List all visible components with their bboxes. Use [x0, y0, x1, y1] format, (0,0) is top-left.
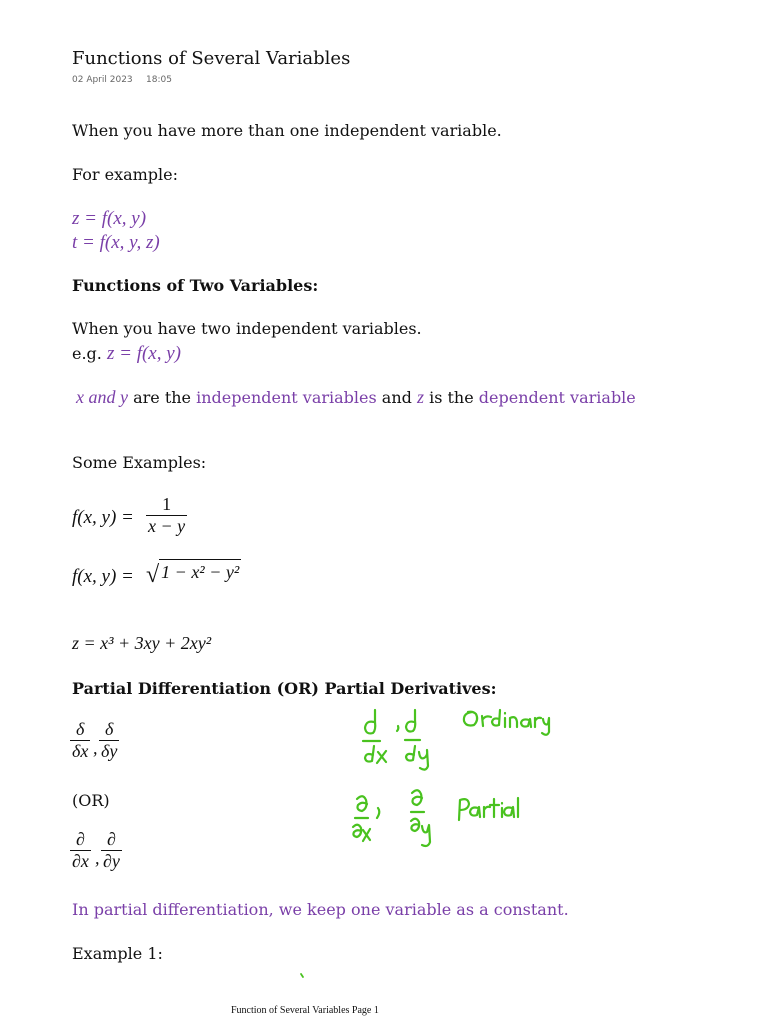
delta-comma: ,: [93, 738, 98, 758]
example1-numerator: 1: [162, 494, 172, 514]
section-heading-two-variables: Functions of Two Variables:: [72, 276, 319, 295]
example1-lhs: f(x, y) =: [72, 507, 134, 528]
handwritten-d-dx: [363, 710, 398, 763]
two-vars-line: When you have two independent variables.: [72, 319, 422, 338]
partial-x-numerator: ∂: [75, 829, 85, 849]
page-footer: Function of Several Variables Page 1: [231, 1005, 379, 1016]
handwritten-d-dy: [405, 710, 428, 770]
page-title: Functions of Several Variables: [72, 48, 351, 69]
partial-note: In partial differentiation, we keep one variable as a constant.: [72, 900, 569, 919]
handwritten-partial-dx: [353, 796, 379, 841]
page-date: 02 April 2023: [72, 75, 133, 85]
desc-z: z: [416, 387, 424, 407]
section-heading-partial: Partial Differentiation (OR) Partial Derivatives:: [72, 679, 497, 698]
desc-independent: independent variables: [196, 388, 377, 407]
handwritten-partial: [459, 798, 518, 820]
or-label: (OR): [72, 791, 110, 810]
example2-radicand: 1 − x² − y²: [159, 559, 241, 582]
example2-lhs: f(x, y) =: [72, 566, 134, 587]
desc-are-the: are the: [127, 388, 197, 407]
equation-t: t = f(x, y, z): [72, 232, 160, 253]
delta-x-numerator: δ: [75, 719, 85, 739]
desc-and: and: [376, 388, 417, 407]
handwritten-stray-mark: [301, 974, 303, 977]
equation-z: z = f(x, y): [72, 208, 147, 229]
delta-y-numerator: δ: [104, 719, 114, 739]
delta-y-denominator: δy: [101, 741, 118, 761]
handwritten-partial-dy: [411, 790, 430, 846]
examples-label: Some Examples:: [72, 453, 207, 472]
intro-line: When you have more than one independent variable.: [72, 121, 502, 140]
partial-comma: ,: [95, 848, 100, 868]
desc-is-the: is the: [424, 388, 479, 407]
desc-vars: x and y: [76, 387, 128, 407]
handwritten-ordinary: [464, 710, 549, 735]
delta-x-denominator: δx: [72, 741, 89, 761]
desc-dependent: dependent variable: [478, 388, 636, 407]
partial-y-numerator: ∂: [106, 829, 116, 849]
eg-prefix: e.g.: [72, 344, 102, 363]
example-label: For example:: [72, 165, 179, 184]
partial-y-denominator: ∂y: [103, 851, 120, 871]
example3-equation: z = x³ + 3xy + 2xy²: [72, 633, 212, 653]
example1-label: Example 1:: [72, 944, 163, 963]
page-time: 18:05: [146, 75, 172, 85]
eg-equation: z = f(x, y): [106, 343, 181, 364]
partial-x-denominator: ∂x: [72, 851, 89, 871]
sqrt-icon: √: [146, 562, 160, 588]
example1-denominator: x − y: [148, 516, 186, 536]
